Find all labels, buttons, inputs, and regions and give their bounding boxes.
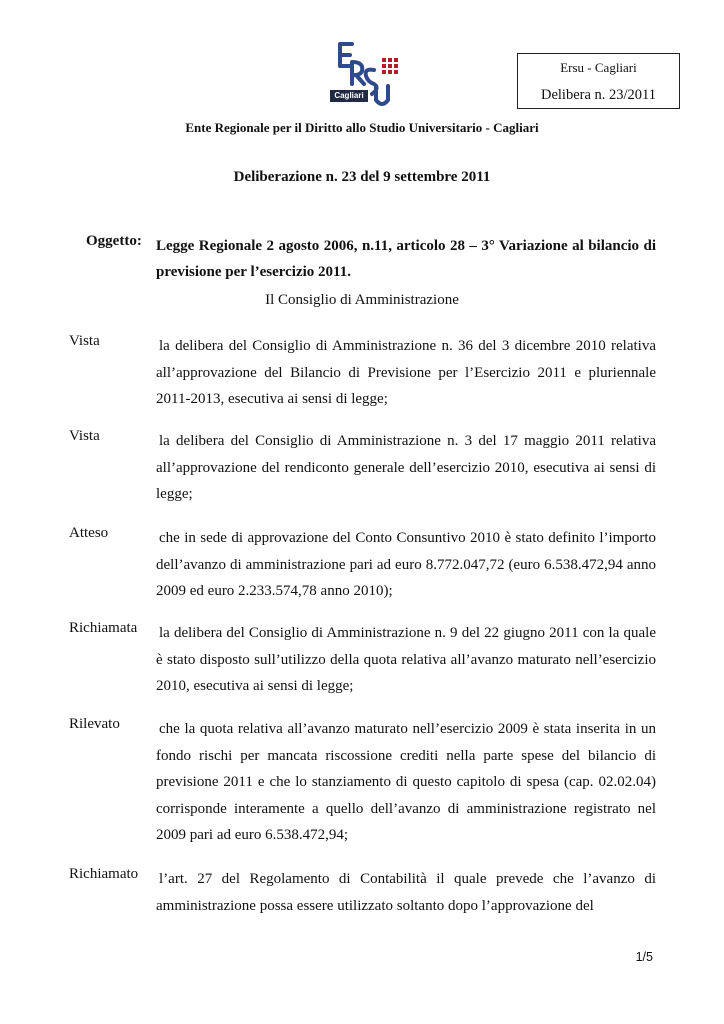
- ersu-logo: [330, 40, 402, 108]
- recital-text: la delibera del Consiglio di Amministrazione n. 9 del 22 giugno 2011 con la quale è stato disposto sull’utilizzo della quota relativa all’avanzo maturato nell’esercizio 2010, esecutiva ai sensi di legge;: [156, 625, 656, 694]
- reference-box: [517, 53, 680, 109]
- organization-name: Ente Regionale per il Diritto allo Studio Universitario - Cagliari: [185, 120, 539, 135]
- recital-text: che la quota relativa all’avanzo maturato nell’esercizio 2009 è stata inserita in un fondo rischi per mancata riscossione crediti nella parte spese del bilancio di previsione 2011 e che lo stanziamento di questo capitolo di spesa (cap. 02.02.04) corrisponde interamente a quello dell’avanzo di amministrazione registrato nel 2009 pari ad euro 6.538.472,94;: [156, 721, 656, 843]
- recital-text: l’art. 27 del Regolamento di Contabilità il quale prevede che l’avanzo di amministrazione possa essere utilizzato soltanto dopo l’approvazione del: [156, 871, 656, 914]
- recital-text: la delibera del Consiglio di Amministrazione n. 36 del 3 dicembre 2010 relativa all’approvazione del Bilancio di Previsione per l’Esercizio 2011 e pluriennale 2011-2013, esecutiva ai sensi di legge;: [156, 338, 656, 407]
- recital-label: Vista: [69, 428, 100, 444]
- recital-label: Richiamato: [69, 866, 139, 882]
- page-number: 1/5: [635, 950, 653, 964]
- recital-label: Rilevato: [69, 716, 120, 732]
- council-heading: Il Consiglio di Amministrazione: [265, 292, 459, 308]
- ref-delibera-number: Delibera n. 23/2011: [540, 87, 657, 103]
- subject-text: Legge Regionale 2 agosto 2006, n.11, articolo 28 – 3° Variazione al bilancio di previsione per l’esercizio 2011.: [156, 238, 656, 280]
- subject-label: Oggetto:: [86, 233, 142, 249]
- recital-text: la delibera del Consiglio di Amministrazione n. 3 del 17 maggio 2011 relativa all’approvazione del rendiconto generale dell’esercizio 2010, esecutiva ai sensi di legge;: [156, 433, 656, 502]
- logo-caption: Cagliari: [334, 91, 364, 100]
- recital-label: Richiamata: [69, 620, 138, 636]
- recital-text: che in sede di approvazione del Conto Consuntivo 2010 è stato definito l’importo dell’avanzo di amministrazione pari ad euro 8.772.047,72 (euro 6.538.472,94 anno 2009 ed euro 2.233.574,78 anno 2010);: [156, 530, 656, 599]
- recital-label: Atteso: [69, 525, 109, 541]
- document-title: Deliberazione n. 23 del 9 settembre 2011: [233, 169, 491, 185]
- ref-institution: Ersu - Cagliari: [560, 60, 637, 75]
- recital-label: Vista: [69, 333, 100, 349]
